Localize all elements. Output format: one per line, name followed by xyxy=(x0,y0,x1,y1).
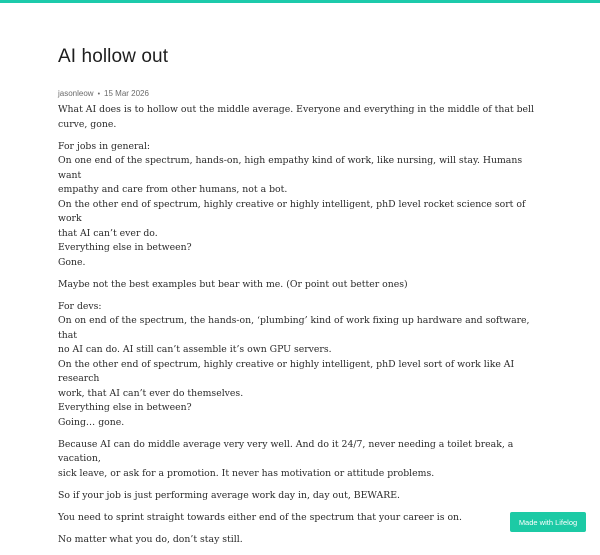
paragraph-line: Going… gone. xyxy=(58,416,125,428)
post-date: 15 Mar 2026 xyxy=(104,89,149,98)
post-article xyxy=(58,44,548,555)
paragraph-line: Maybe not the best examples but bear with me. (Or point out better ones) xyxy=(58,278,408,290)
paragraph-line: You need to sprint straight towards either end of the spectrum that your career is on. xyxy=(58,511,462,523)
paragraph-line: For devs: xyxy=(58,300,102,312)
paragraph-line: work, that AI can’t ever do themselves. xyxy=(58,387,244,399)
post-body xyxy=(58,103,548,547)
meta-separator: • xyxy=(97,91,101,98)
paragraph xyxy=(58,140,548,271)
paragraph-line: Because AI can do middle average very very well. And do it 24/7, never needing a toilet break, a vacation, xyxy=(58,438,514,464)
paragraph-line: On on end of the spectrum, the hands-on, ‘plumbing’ kind of work fixing up hardware and software, that xyxy=(58,315,530,341)
paragraph xyxy=(58,300,548,431)
top-accent-bar xyxy=(0,0,600,3)
paragraph xyxy=(58,438,548,482)
paragraph-line: For jobs in general: xyxy=(58,140,151,152)
paragraph-line: What AI does is to hollow out the middle average. Everyone and everything in the middle of that bell xyxy=(58,104,534,115)
paragraph xyxy=(58,489,548,504)
paragraph xyxy=(58,511,548,526)
paragraph xyxy=(58,103,548,132)
paragraph-line: no AI can do. AI still can’t assemble it’s own GPU servers. xyxy=(58,344,332,355)
paragraph-line: sick leave, or ask for a promotion. It never has motivation or attitude problems. xyxy=(58,467,435,479)
paragraph-line: So if your job is just performing average work day in, day out, BEWARE. xyxy=(58,489,400,501)
paragraph-line: No matter what you do, don’t stay still. xyxy=(58,533,243,545)
paragraph-line: On the other end of spectrum, highly creative or highly intelligent, phD level sort of work like AI research xyxy=(58,358,515,384)
paragraph-line: empathy and care from other humans, not a bot. xyxy=(58,184,288,195)
post-title: AI hollow out xyxy=(58,46,169,67)
paragraph-line: that AI can’t ever do. xyxy=(58,227,158,239)
paragraph-line: curve, gone. xyxy=(58,118,117,130)
paragraph-line: Everything else in between? xyxy=(58,242,192,253)
author-link[interactable]: jasonleow xyxy=(58,89,94,98)
paragraph-line: Gone. xyxy=(58,256,86,268)
paragraph-line: Everything else in between? xyxy=(58,402,192,413)
made-with-lifelog-button[interactable]: Made with Lifelog xyxy=(510,512,586,532)
paragraph-line: On one end of the spectrum, hands-on, high empathy kind of work, like nursing, will stay. Humans want xyxy=(58,155,523,181)
paragraph xyxy=(58,278,548,293)
paragraph-line: On the other end of spectrum, highly creative or highly intelligent, phD level rocket science sort of work xyxy=(58,198,526,224)
post-meta xyxy=(58,88,548,101)
